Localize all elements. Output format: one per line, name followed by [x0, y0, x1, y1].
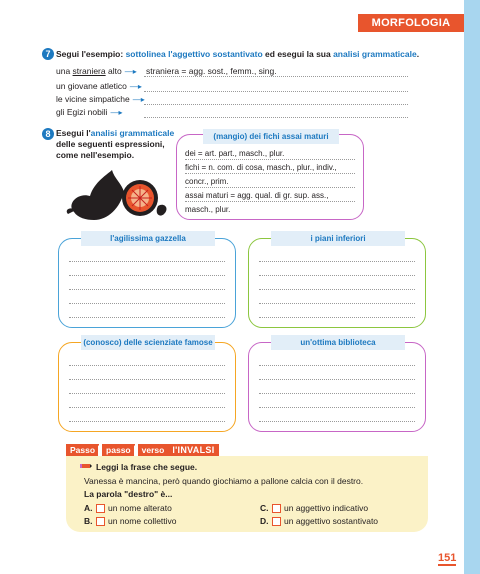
answer-line[interactable] — [259, 393, 415, 394]
answer-line[interactable] — [69, 365, 225, 366]
answer-line[interactable] — [69, 393, 225, 394]
answer-line[interactable] — [259, 421, 415, 422]
answer-box-title: l'agilissima gazzella — [81, 231, 215, 246]
answer-box — [58, 338, 236, 432]
exercise-7-line — [56, 94, 408, 106]
arrow-icon: —▸ — [132, 95, 145, 104]
phrase: un giovane atletico —▸ — [56, 81, 142, 91]
example-line: fichi = n. com. di cosa, masch., plur., indiv., — [185, 163, 337, 172]
page-number: 151 — [438, 552, 457, 564]
option-c[interactable]: C. un aggettivo indicativo — [260, 503, 369, 513]
phrase: una straniera alto —▸ — [56, 66, 137, 76]
section-badge: MORFOLOGIA — [358, 14, 464, 32]
option-a[interactable]: A. un nome alterato — [84, 503, 172, 513]
answer-line[interactable] — [69, 379, 225, 380]
invalsi-instruction: Leggi la frase che segue. — [96, 462, 198, 472]
invalsi-label: Passo — [66, 444, 99, 457]
answer-line[interactable] — [144, 76, 408, 77]
arrow-icon: —▸ — [129, 82, 142, 91]
invalsi-label: verso — [138, 444, 169, 457]
answer-line[interactable] — [69, 317, 225, 318]
exercise-7-line — [56, 66, 408, 78]
invalsi-tag: l'INVALSI — [168, 444, 218, 457]
answer-box — [58, 234, 236, 328]
checkbox[interactable] — [96, 504, 105, 513]
example-rule — [185, 201, 355, 202]
answer-box-title: i piani inferiori — [271, 231, 405, 246]
answer-box-title: (conosco) delle scienziate famose — [81, 335, 215, 350]
example-line: assai maturi = agg. qual. di gr. sup. ass., — [185, 191, 329, 200]
answer-line[interactable] — [69, 407, 225, 408]
answer-line[interactable] — [259, 303, 415, 304]
answer-line[interactable] — [69, 421, 225, 422]
answer-line[interactable] — [259, 289, 415, 290]
answer-line[interactable] — [259, 317, 415, 318]
example-rule — [185, 173, 355, 174]
answer-line[interactable] — [259, 275, 415, 276]
exercise-number-7: 7 — [42, 48, 54, 60]
answer-line[interactable] — [259, 261, 415, 262]
answer-box-title: un'ottima biblioteca — [271, 335, 405, 350]
example-line: concr., prim. — [185, 177, 229, 186]
exercise-7-text: Segui l'esempio: sottolinea l'aggettivo sostantivato ed esegui la sua analisi grammaticale. — [56, 49, 420, 59]
answer-line[interactable] — [69, 289, 225, 290]
answer-line[interactable] — [69, 275, 225, 276]
exercise-number-8: 8 — [42, 128, 54, 140]
exercise-8-text: Esegui l'analisi grammaticale delle seguenti espressioni, come nell'esempio. — [56, 128, 175, 160]
answer-text: straniera = agg. sost., femm., sing. — [146, 66, 277, 76]
pencil-icon — [80, 463, 92, 469]
phrase: gli Egizi nobili —▸ — [56, 107, 123, 117]
option-b[interactable]: B. un nome collettivo — [84, 516, 177, 526]
invalsi-question: La parola "destro" è... — [84, 489, 173, 499]
arrow-icon: —▸ — [110, 108, 123, 117]
answer-line[interactable] — [144, 117, 408, 118]
answer-line[interactable] — [259, 379, 415, 380]
answer-line[interactable] — [259, 365, 415, 366]
checkbox[interactable] — [96, 517, 105, 526]
answer-line[interactable] — [69, 303, 225, 304]
checkbox[interactable] — [272, 517, 281, 526]
answer-line[interactable] — [144, 91, 408, 92]
example-line: dei = art. part., masch., plur. — [185, 149, 285, 158]
figs-illustration — [64, 168, 172, 224]
checkbox[interactable] — [272, 504, 281, 513]
page-edge-strip — [464, 0, 480, 574]
example-title: (mangio) dei fichi assai maturi — [203, 129, 339, 144]
invalsi-label: passo — [102, 444, 135, 457]
exercise-7-line — [56, 107, 408, 119]
answer-line[interactable] — [69, 261, 225, 262]
answer-line[interactable] — [144, 104, 408, 105]
example-box — [176, 134, 364, 220]
example-line: masch., plur. — [185, 205, 231, 214]
option-d[interactable]: D. un aggettivo sostantivato — [260, 516, 379, 526]
phrase: le vicine simpatiche —▸ — [56, 94, 145, 104]
answer-box — [248, 234, 426, 328]
invalsi-sentence: Vanessa è mancina, però quando giochiamo a pallone calcia con il destro. — [84, 476, 364, 486]
answer-line[interactable] — [259, 407, 415, 408]
underlined-word: straniera — [72, 66, 106, 76]
exercise-7-line — [56, 81, 408, 93]
example-rule — [185, 187, 355, 188]
invalsi-box — [66, 456, 428, 532]
example-rule — [185, 159, 355, 160]
arrow-icon: —▸ — [124, 67, 137, 76]
answer-box — [248, 338, 426, 432]
